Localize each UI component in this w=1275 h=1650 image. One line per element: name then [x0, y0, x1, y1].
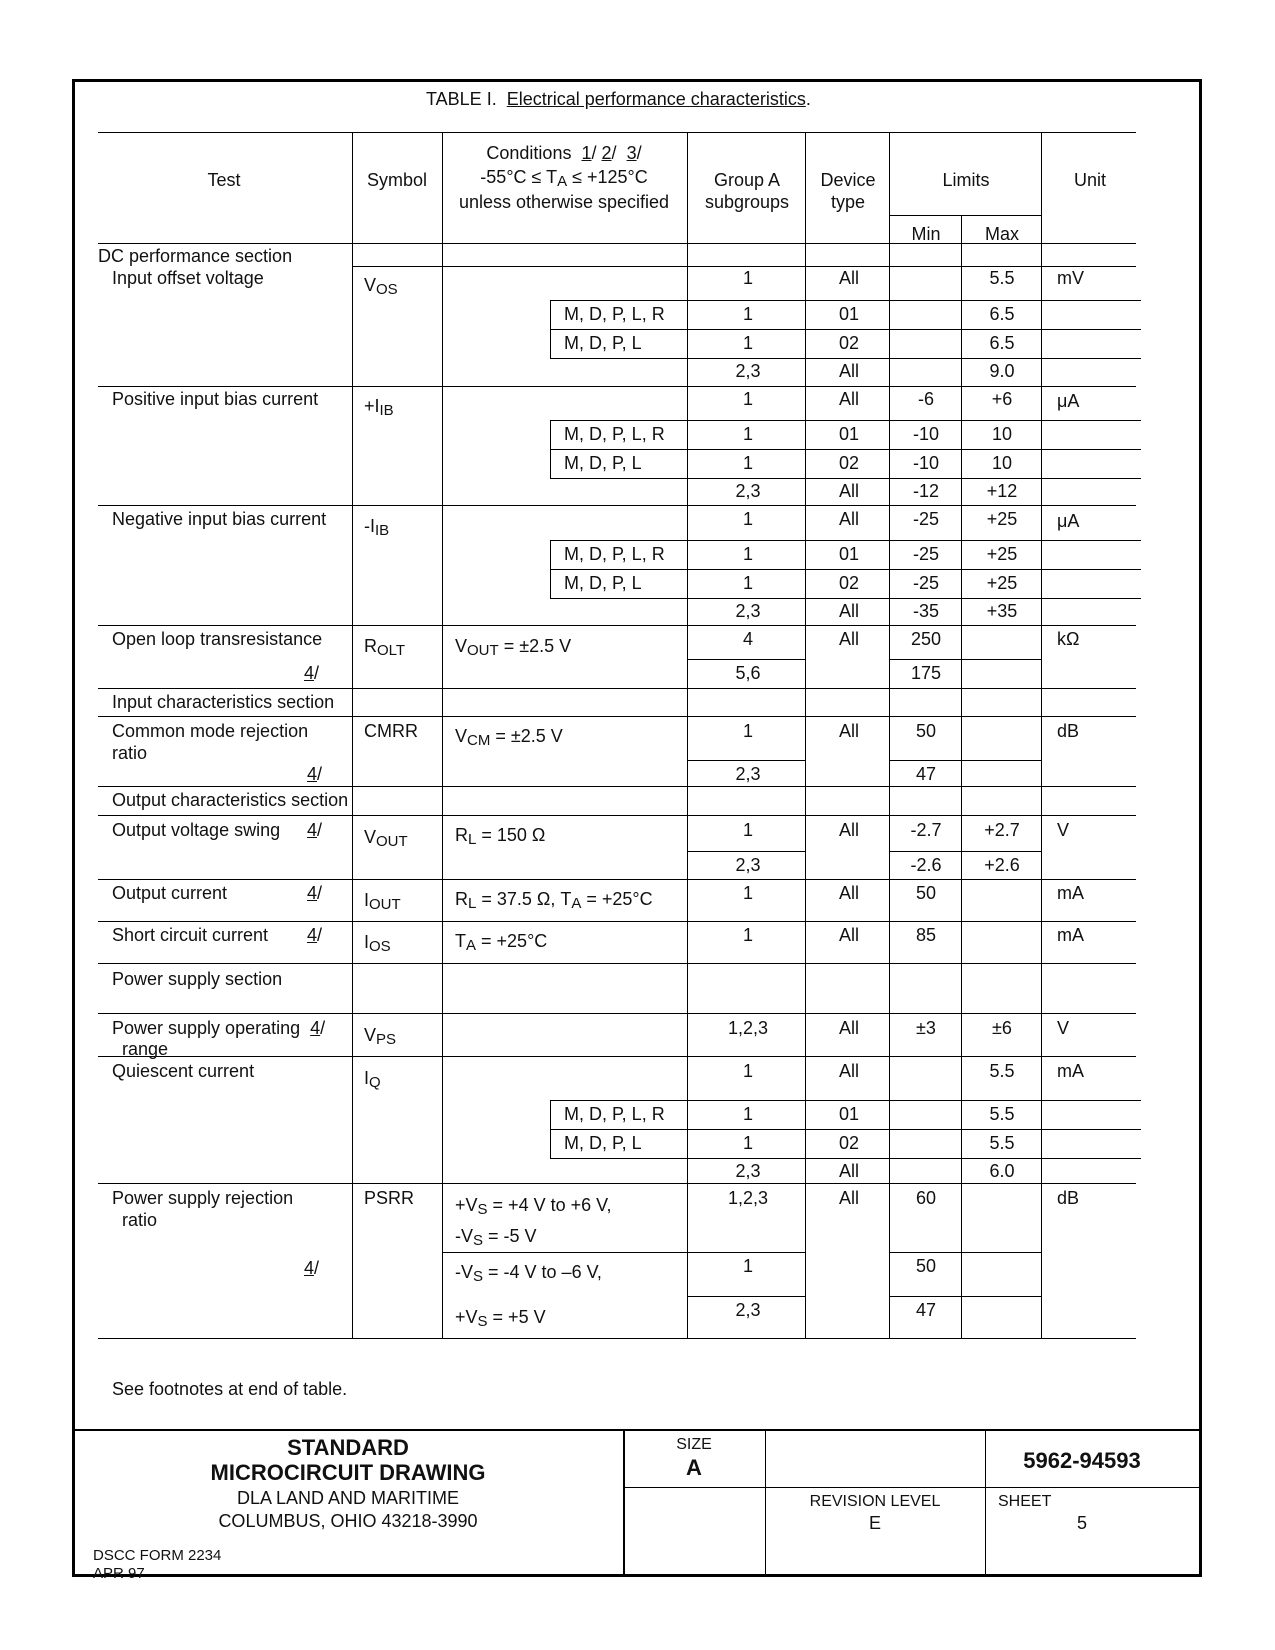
header-max: Max: [984, 224, 1020, 244]
header-symbol: Symbol: [366, 170, 428, 190]
drawing-number: 5962-94593: [1023, 1448, 1141, 1473]
header-temp-range: $-55^\circ C \le T_A \le +125^\circ C$: [480, 167, 648, 190]
footnote-reference: See footnotes at end of table.: [112, 1379, 348, 1399]
size-label: SIZE: [676, 1436, 712, 1453]
header-conditions: Conditions 1/ 2/ 3/: [486, 143, 642, 163]
org-address: COLUMBUS, OHIO 43218-3990: [218, 1511, 478, 1531]
revision-label: REVISION LEVEL: [809, 1493, 941, 1510]
revision-value: E: [868, 1513, 882, 1533]
sheet-label: SHEET: [998, 1493, 1052, 1510]
header-unit: Unit: [1073, 170, 1107, 190]
header-device: Device: [820, 170, 876, 190]
header-test: Test: [207, 170, 241, 190]
header-group-a: Group A: [713, 170, 781, 190]
form-number: DSCC FORM 2234: [93, 1547, 222, 1564]
section-input: Input characteristics section: [112, 692, 335, 712]
sheet-number: 5: [1076, 1513, 1088, 1533]
drawing-label: MICROCIRCUIT DRAWING: [210, 1460, 486, 1485]
section-output: Output characteristics section: [112, 790, 349, 810]
header-subgroups: subgroups: [704, 192, 790, 212]
header-type: type: [830, 192, 866, 212]
section-power: Power supply section: [112, 969, 283, 989]
table-title: TABLE I. Electrical performance characteristics.: [426, 89, 811, 109]
section-dc: DC performance section: [98, 246, 293, 266]
org-name: DLA LAND AND MARITIME: [236, 1488, 460, 1508]
form-date: APR 97: [93, 1565, 145, 1582]
size-value: A: [686, 1455, 702, 1480]
header-min: Min: [911, 224, 941, 244]
header-limits: Limits: [942, 170, 990, 190]
header-unless: unless otherwise specified: [458, 192, 670, 212]
standard-label: STANDARD: [287, 1435, 409, 1460]
